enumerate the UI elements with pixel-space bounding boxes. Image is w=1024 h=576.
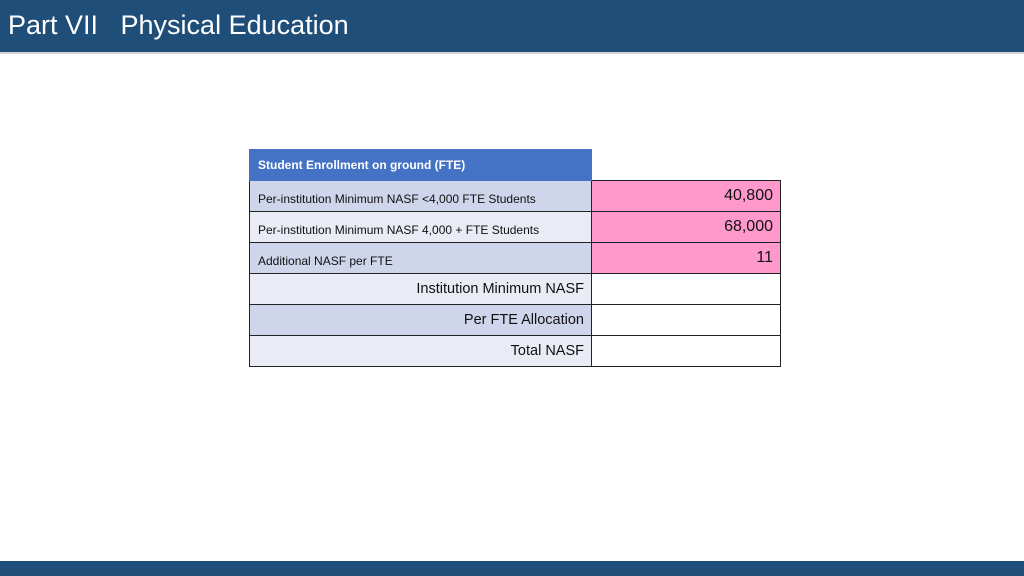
table-header-cell: Student Enrollment on ground (FTE) xyxy=(250,150,592,181)
table-row xyxy=(250,336,781,367)
table-row xyxy=(250,243,781,274)
row-label: Per FTE Allocation xyxy=(250,305,592,336)
row-value[interactable]: 68,000 xyxy=(592,212,781,243)
table-row xyxy=(250,181,781,212)
row-label: Additional NASF per FTE xyxy=(250,243,592,274)
row-value-empty[interactable] xyxy=(592,305,781,336)
row-label: Per-institution Minimum NASF 4,000 + FTE Students xyxy=(250,212,592,243)
table-row xyxy=(250,274,781,305)
title-divider xyxy=(0,52,1024,54)
row-label: Total NASF xyxy=(250,336,592,367)
row-value[interactable]: 11 xyxy=(592,243,781,274)
row-value-empty[interactable] xyxy=(592,274,781,305)
row-label: Institution Minimum NASF xyxy=(250,274,592,305)
nasf-table xyxy=(249,149,781,367)
table-header-blank xyxy=(592,150,781,181)
table-header-row xyxy=(250,150,781,181)
row-label: Per-institution Minimum NASF <4,000 FTE Students xyxy=(250,181,592,212)
table-row xyxy=(250,305,781,336)
footer-bar xyxy=(0,561,1024,576)
slide-title: Part VII Physical Education xyxy=(8,10,349,40)
row-value-empty[interactable] xyxy=(592,336,781,367)
row-value[interactable]: 40,800 xyxy=(592,181,781,212)
title-bar xyxy=(0,0,1024,52)
table-row xyxy=(250,212,781,243)
